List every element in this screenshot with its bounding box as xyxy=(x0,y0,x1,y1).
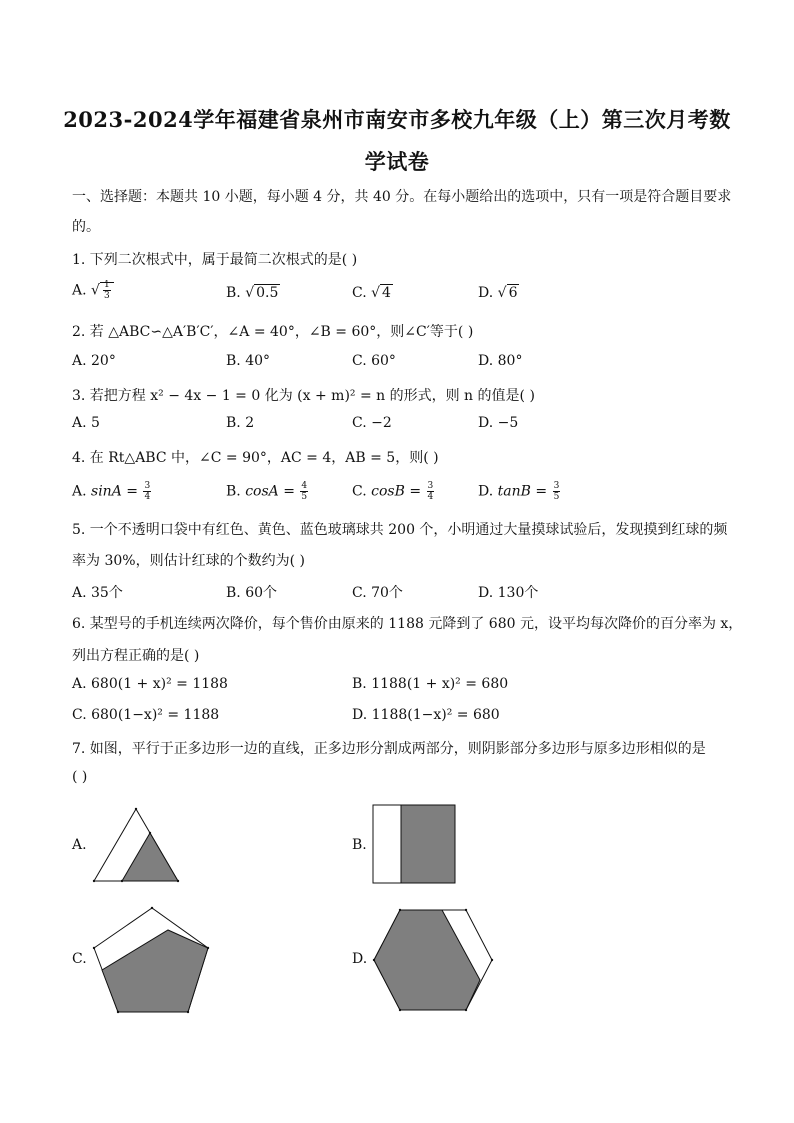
q2-stem: 2. 若 △ABC∽△A′B′C′，∠A = 40°，∠B = 60°，则∠C′等于( ) xyxy=(72,324,474,340)
q1-d-label: D. xyxy=(478,285,494,301)
q4-b-fn: cosA = xyxy=(245,483,295,500)
q5-option-d: D. 130个 xyxy=(478,585,539,601)
q1-c-radicand: 4 xyxy=(382,285,391,301)
q7-figure-d-label: D. xyxy=(352,951,368,967)
q4-b-label: B. xyxy=(226,483,241,500)
q3-option-c: C. −2 xyxy=(352,415,392,431)
q2-option-c: C. 60° xyxy=(352,353,396,369)
q4-b-num: 4 xyxy=(301,481,308,491)
q7-figure-b-square xyxy=(372,804,458,886)
q6-stem-line1: 6. 某型号的手机连续两次降价，每个售价由原来的 1188 元降到了 680 元，设平均每次降价的百分率为 x， xyxy=(72,616,743,632)
q5-option-a: A. 35个 xyxy=(72,585,123,601)
q1-a-label: A. xyxy=(72,282,87,299)
q7-figure-c-pentagon xyxy=(90,904,214,1016)
q1-a-sqrt: √ $\frac{1}{3}$ xyxy=(91,280,114,301)
q2-option-b: B. 40° xyxy=(226,353,271,369)
q7-figure-b-label: B. xyxy=(352,837,367,853)
q4-option-d xyxy=(478,481,561,502)
q1-b-label: B. xyxy=(226,285,241,301)
q7-figure-a-triangle xyxy=(90,805,182,885)
q3-option-a: A. 5 xyxy=(72,415,100,431)
section-instructions-line2: 的。 xyxy=(72,219,100,235)
q4-c-den: 4 xyxy=(427,492,434,502)
q1-a-num: 1 xyxy=(103,280,110,290)
q4-d-label: D. xyxy=(478,483,494,500)
q4-stem: 4. 在 Rt△ABC 中，∠C = 90°，AC = 4，AB = 5，则( ) xyxy=(72,450,439,466)
q5-stem-line2: 率为 30%，则估计红球的个数约为( ) xyxy=(72,553,305,569)
q5-option-c: C. 70个 xyxy=(352,585,403,601)
q4-a-fn: sinA = xyxy=(91,483,138,500)
q4-d-fn: tanB = xyxy=(497,483,548,500)
q7-stem-line1: 7. 如图，平行于正多边形一边的直线，正多边形分割成两部分，则阴影部分多边形与原多边形相似的是 xyxy=(72,741,706,757)
q7-figure-c-label: C. xyxy=(72,951,87,967)
q1-a-den: 3 xyxy=(103,291,110,301)
q4-c-num: 3 xyxy=(427,481,434,491)
q1-option-c: C. √ 4 xyxy=(352,285,391,301)
exam-title-line1: 2023-2024学年福建省泉州市南安市多校九年级（上）第三次月考数 xyxy=(63,107,731,132)
q3-option-d: D. −5 xyxy=(478,415,519,431)
q1-option-d: D. √ 6 xyxy=(478,285,518,301)
q4-b-den: 5 xyxy=(301,492,308,502)
q1-c-label: C. xyxy=(352,285,367,301)
q4-a-label: A. xyxy=(72,483,87,500)
q7-figure-a-label: A. xyxy=(72,837,87,853)
q2-option-d: D. 80° xyxy=(478,353,523,369)
q4-d-num: 3 xyxy=(553,481,560,491)
q1-d-radicand: 6 xyxy=(508,285,518,301)
q1-option-b: B. √ 0.5 xyxy=(226,285,279,301)
q1-b-radicand: 0.5 xyxy=(256,285,279,301)
q2-option-a: A. 20° xyxy=(72,353,116,369)
q5-option-b: B. 60个 xyxy=(226,585,278,601)
exam-title-line2: 学试卷 xyxy=(364,149,430,174)
q6-option-c: C. 680(1−x)² = 1188 xyxy=(72,707,220,723)
q4-a-den: 4 xyxy=(144,492,151,502)
q4-option-b xyxy=(226,481,309,502)
q5-stem-line1: 5. 一个不透明口袋中有红色、黄色、蓝色玻璃球共 200 个，小明通过大量摸球试验后，发现摸到红球的频 xyxy=(72,522,728,538)
q6-option-d: D. 1188(1−x)² = 680 xyxy=(352,707,500,723)
q3-stem: 3. 若把方程 x² − 4x − 1 = 0 化为 (x + m)² = n 的形式，则 n 的值是( ) xyxy=(72,388,535,404)
q6-option-a: A. 680(1 + x)² = 1188 xyxy=(72,676,228,692)
q6-option-b: B. 1188(1 + x)² = 680 xyxy=(352,676,509,692)
q6-stem-line2: 列出方程正确的是( ) xyxy=(72,648,200,664)
q7-stem-line2: ( ) xyxy=(72,769,88,785)
q4-c-fn: cosB = xyxy=(371,483,422,500)
q3-option-b: B. 2 xyxy=(226,415,255,431)
q7-figure-d-hexagon xyxy=(370,906,496,1014)
q4-a-num: 3 xyxy=(144,481,151,491)
q4-c-label: C. xyxy=(352,483,367,500)
q1-stem: 1. 下列二次根式中，属于最简二次根式的是( ) xyxy=(72,252,358,268)
q4-option-a xyxy=(72,481,152,502)
q1-option-a xyxy=(72,280,114,301)
q4-option-c xyxy=(352,481,435,502)
section-instructions-line1: 一、选择题：本题共 10 小题，每小题 4 分，共 40 分。在每小题给出的选项中，只有一项是符合题目要求 xyxy=(72,189,732,205)
q4-d-den: 5 xyxy=(553,492,560,502)
